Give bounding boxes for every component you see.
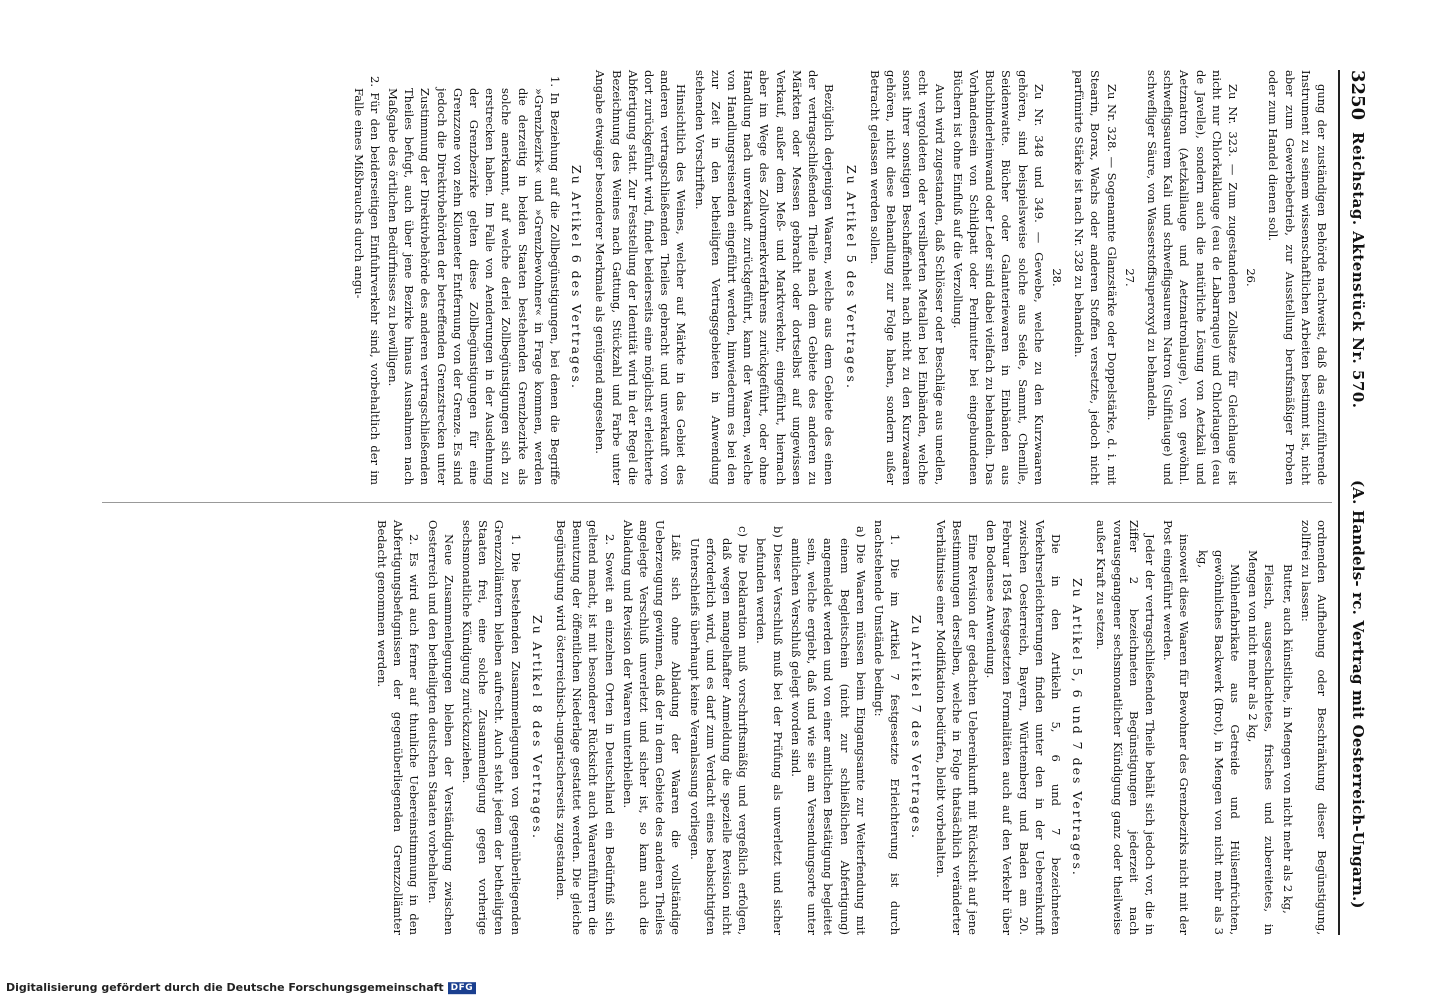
dfg-logo: DFG — [448, 982, 477, 994]
section-heading: Zu Artikel 8 des Vertrages. — [529, 615, 545, 840]
item-number: 26. — [1244, 268, 1259, 287]
item-number: 28. — [1049, 268, 1064, 287]
paragraph: Fleisch, ausgeschlachtetes, frisches und zubereitetes, in Mengen von nicht mehr als 2 kg, — [1246, 550, 1277, 935]
credit-text: Digitalisierung gefördert durch die Deutsche Forschungsgemeinschaft — [6, 981, 444, 994]
paragraph: insoweit diese Waaren für Bewohner des Grenzbezirks nicht mit der Post eingeführt werden. — [1161, 520, 1192, 935]
page-header — [1338, 70, 1374, 935]
section-heading: Zu Artikel 6 des Vertrages. — [569, 165, 585, 390]
running-title-right: (A. Handels- rc. Vertrag mit Oesterreich-Ungarn.) — [1349, 480, 1367, 909]
paragraph: 1. Die im Artikel 7 festgesetzte Erleichterung ist durch nachstehende Umstände bedingt: — [871, 520, 903, 935]
section-heading: Zu Artikel 7 des Vertrages. — [909, 615, 925, 840]
paragraph: Eine Revision der gedachten Uebereinkunft mit Rücksicht auf jene Bestimmungen derselben, welche in Folge thatsächlich veränderter Verhältnisse einer Modifikation bedürfen, bleibt vorbehalten. — [933, 520, 980, 935]
right-text-column — [372, 520, 1330, 935]
paragraph: Zu Nr. 348 und 349. — Gewebe, welche zu den Kurzwaaren gehören, sind beispielsweise solche aus Seide, Sammt, Chenille, Seidenwatte. Bücher oder Galanteriewaren in Einbänden aus Buchbinderleinwand oder Leder sind dabei vielfach zu behandeln. Das Vorhandensein von Schildpatt oder Perlmutter bei eingebundenen Büchern ist ohne Einfluß auf die Verzollung. — [950, 70, 1046, 485]
running-title-left: Reichstag. Aktenstück Nr. 570. — [1349, 132, 1367, 409]
column-divider — [102, 502, 1332, 503]
paragraph: 1. Die bestehenden Zusammenlegungen von gegenüberliegenden Grenzzollämtern bleiben aufrecht. Auch steht jedem der betheiligten Staaten frei, eine solche Zusammenlegung gegen vorherige sechsmonatliche Kündigung zurückzuziehen. — [460, 520, 523, 935]
left-text-column — [348, 70, 1330, 485]
paragraph: 2. Es wird auch ferner auf thunliche Uebereinstimmung in den Abfertigungsbefugnissen der gegenüberliegenden Grenzzollämter Bedacht genommen werden. — [375, 520, 422, 935]
paragraph: gung der zuständigen Behörde nachweist, daß das einzuführende Instrument zu seinem wissenschaftlichen Arbeiten bestimmt ist, nicht aber zum Gewerbebetrieb, zur Ausstellung berufsmäßiger Proben oder zum Handel dienen soll. — [1266, 70, 1329, 485]
paragraph: Auch wird zugestanden, daß Schlösser oder Beschläge aus unedlen, echt vergoldeten oder versilberten Metallen bei Einbänden, welche sonst ihrer sonstigen Beschaffenheit nach nicht zu den Kurzwaaren gehören, nicht diese Behandlung zur Folge haben, sondern außer Betracht gelassen werden sollen. — [867, 70, 947, 485]
paragraph: Die in den Artikeln 5, 6 und 7 bezeichneten Verkehrserleichterungen finden unter den in der Uebereinkunft zwischen Oesterreich, Bayern, Württemberg und Baden am 20. Februar 1854 festgesetzten Formalitäten auch auf den Verkehr über den Bodensee Anwendung. — [984, 520, 1063, 935]
section-heading: Zu Artikel 5, 6 und 7 des Vertrages. — [1070, 578, 1086, 877]
sub-paragraph: 1. In Beziehung auf die Zollbegünstigungen, bei denen die Begriffe »Grenzbezirk« und »Grenzbewohner« in Frage kommen, werden die derzeitig in beiden Staaten bestehenden Grenzbezirke als solche anerkannt, auf welche derlei Zollbegünstigungen sich zu erstrecken haben. Im Falle von Aenderungen in der Ausdehnung der Grenzbezirke gelten diese Zollbegünstigungen für eine Grenzzone von zehn Kilometer Entfernung von der Grenze. Es sind jedoch die Direktivbehörden der betreffenden Grenzstrecken unter Zustimmung der Direktivbehörde des anderen vertragschließenden Theiles befugt, auch über jene Bezirke hinaus Ausnahmen nach Maßgabe des örtlichen Bedürfnisses zu bewilligen. — [386, 76, 563, 485]
paragraph: Hinsichtlich des Weines, welcher auf Märkte in das Gebiet des anderen vertragschließenden Theiles gebracht und unverkauft von dort zurückgeführt wird, findet beiderseits eine möglichst erleichterte Abfertigung statt. Zur Feststellung der Identität wird in der Regel die Bezeichnung des Weines nach Gattung, Stückzahl und Farbe unter Angabe etwaiger besonderer Merkmale als genügend angesehen. — [593, 70, 689, 485]
paragraph: Bezüglich derjenigen Waaren, welche aus dem Gebiete des einen der vertragschließenden Theile nach dem Gebiete des anderen zu Märkten oder Messen gebracht oder dortselbst auf ungewissen Verkauf, außer dem Meß- und Marktverkehr, eingeführt, hiernach aber im Wege des Zollvormerkverfahrens zurückgeführt, oder ohne Handlung nach unverkauft zurückgeführt, kann der Waaren, welche von Handlungsreisenden eingeführt werden, hinwiederum es bei den zur Zeit in den betheiligten Vertragsgebieten in Anwendung stehenden Vorschriften. — [692, 70, 837, 485]
paragraph: Jeder der vertragschließenden Theile behält sich jedoch vor, die in Ziffer 2 bezeichneten Begünstigungen jederzeit nach vorausgegangener sechsmonatlicher Kündigung ganz oder theilweise außer Kraft zu setzen. — [1094, 520, 1157, 935]
item-number: 27. — [1122, 268, 1137, 287]
paragraph: Läßt sich ohne Abladung der Waaren die vollständige Ueberzeugung gewinnen, daß der in dem Gebiete des anderen Theiles angelegte Verschluß unverletzt und sicher ist, so kann auch die Abladung und Revision der Waaren unterbleiben. — [620, 520, 684, 935]
paragraph: Neue Zusammenlegungen bleiben der Verständigung zwischen Oesterreich und den betheiligten deutschen Staaten vorbehalten. — [425, 520, 456, 935]
paragraph: Mühlenfabrikate aus Getreide und Hülsenfrüchten, gewöhnliches Backwerk (Brot), in Mengen von nicht mehr als 3 kg, — [1195, 550, 1242, 935]
sub-paragraph: b) Dieser Verschluß muß bei der Prüfung als unverletzt und sicher befunden werden. — [754, 526, 785, 935]
sub-paragraph: 2. Für den beiderseitigen Einfuhrverkehr sind, vorbehaltlich der im Falle eines Mißbrauchs durch angu- — [351, 76, 382, 485]
sub-paragraph: a) Die Waaren müssen beim Eingangsamte zur Weiterfendung mit einem Begleitschein (nicht zur schließlichen Abfertigung) angemeldet werden und von einer amtlichen Bestätigung begleitet sein, welche ergiebt, daß und wie sie am Versendungsorte unter amtlichen Verschluß gelegt worden sind. — [788, 526, 868, 935]
section-heading: Zu Artikel 5 des Vertrages. — [843, 165, 859, 390]
paragraph: Butter, auch künstliche, in Mengen von nicht mehr als 2 kg, — [1280, 564, 1295, 914]
paragraph: Zu Nr. 328. — Sogenannte Glanzstärke oder Doppelstärke, d. i. mit Stearin, Borax, Wachs oder anderen Stoffen versetzte, jedoch nicht parfümirte Stärke ist nach Nr. 328 zu behandeln. — [1072, 70, 1119, 485]
paragraph: 2. Soweit an einzelnen Orten in Deutschland ein Bedürfniß sich geltend macht, ist mit besonderer Rücksicht auch Waarenführern die Benutzung der öffentlichen Niederlage gestattet werden. Die gleiche Begünstigung wird österreichisch-ungarischerseits zugestanden. — [554, 520, 617, 935]
paragraph: Zu Nr. 323. — Zum zugestandenen Zollsatze für Gleichlauge ist nicht nur Chlorkalklauge (eau de Labarraque) und Chlorlaugen (eau de Javelle), sondern auch die natürliche Lösung von Aetzkali und Aetznatron (Aetzkalilauge und Aetznatronlauge), von gewöhnl. schwefligsaurem Kali und schwefligsaurem Natron (Sulfitlauge) und schwefliger Säure, von Wasserstoffsuperoxyd zu behandeln. — [1144, 70, 1240, 485]
paragraph: ordnenden Aufhebung oder Beschränkung dieser Begünstigung, zollfrei zu lassen: — [1298, 520, 1329, 935]
sub-paragraph: c) Die Deklaration muß vorschriftsmäßig und vergeßlich erfolgen, daß wegen mangelhafter Anmeldung die spezielle Revision nicht erforderlich wird, und es darf zum Verdacht eines beabsichtigten Unterschleifs überhaupt keine Veranlassung vorliegen. — [687, 526, 751, 935]
page-number: 3250 — [1347, 70, 1368, 121]
digitization-credit — [6, 981, 476, 994]
